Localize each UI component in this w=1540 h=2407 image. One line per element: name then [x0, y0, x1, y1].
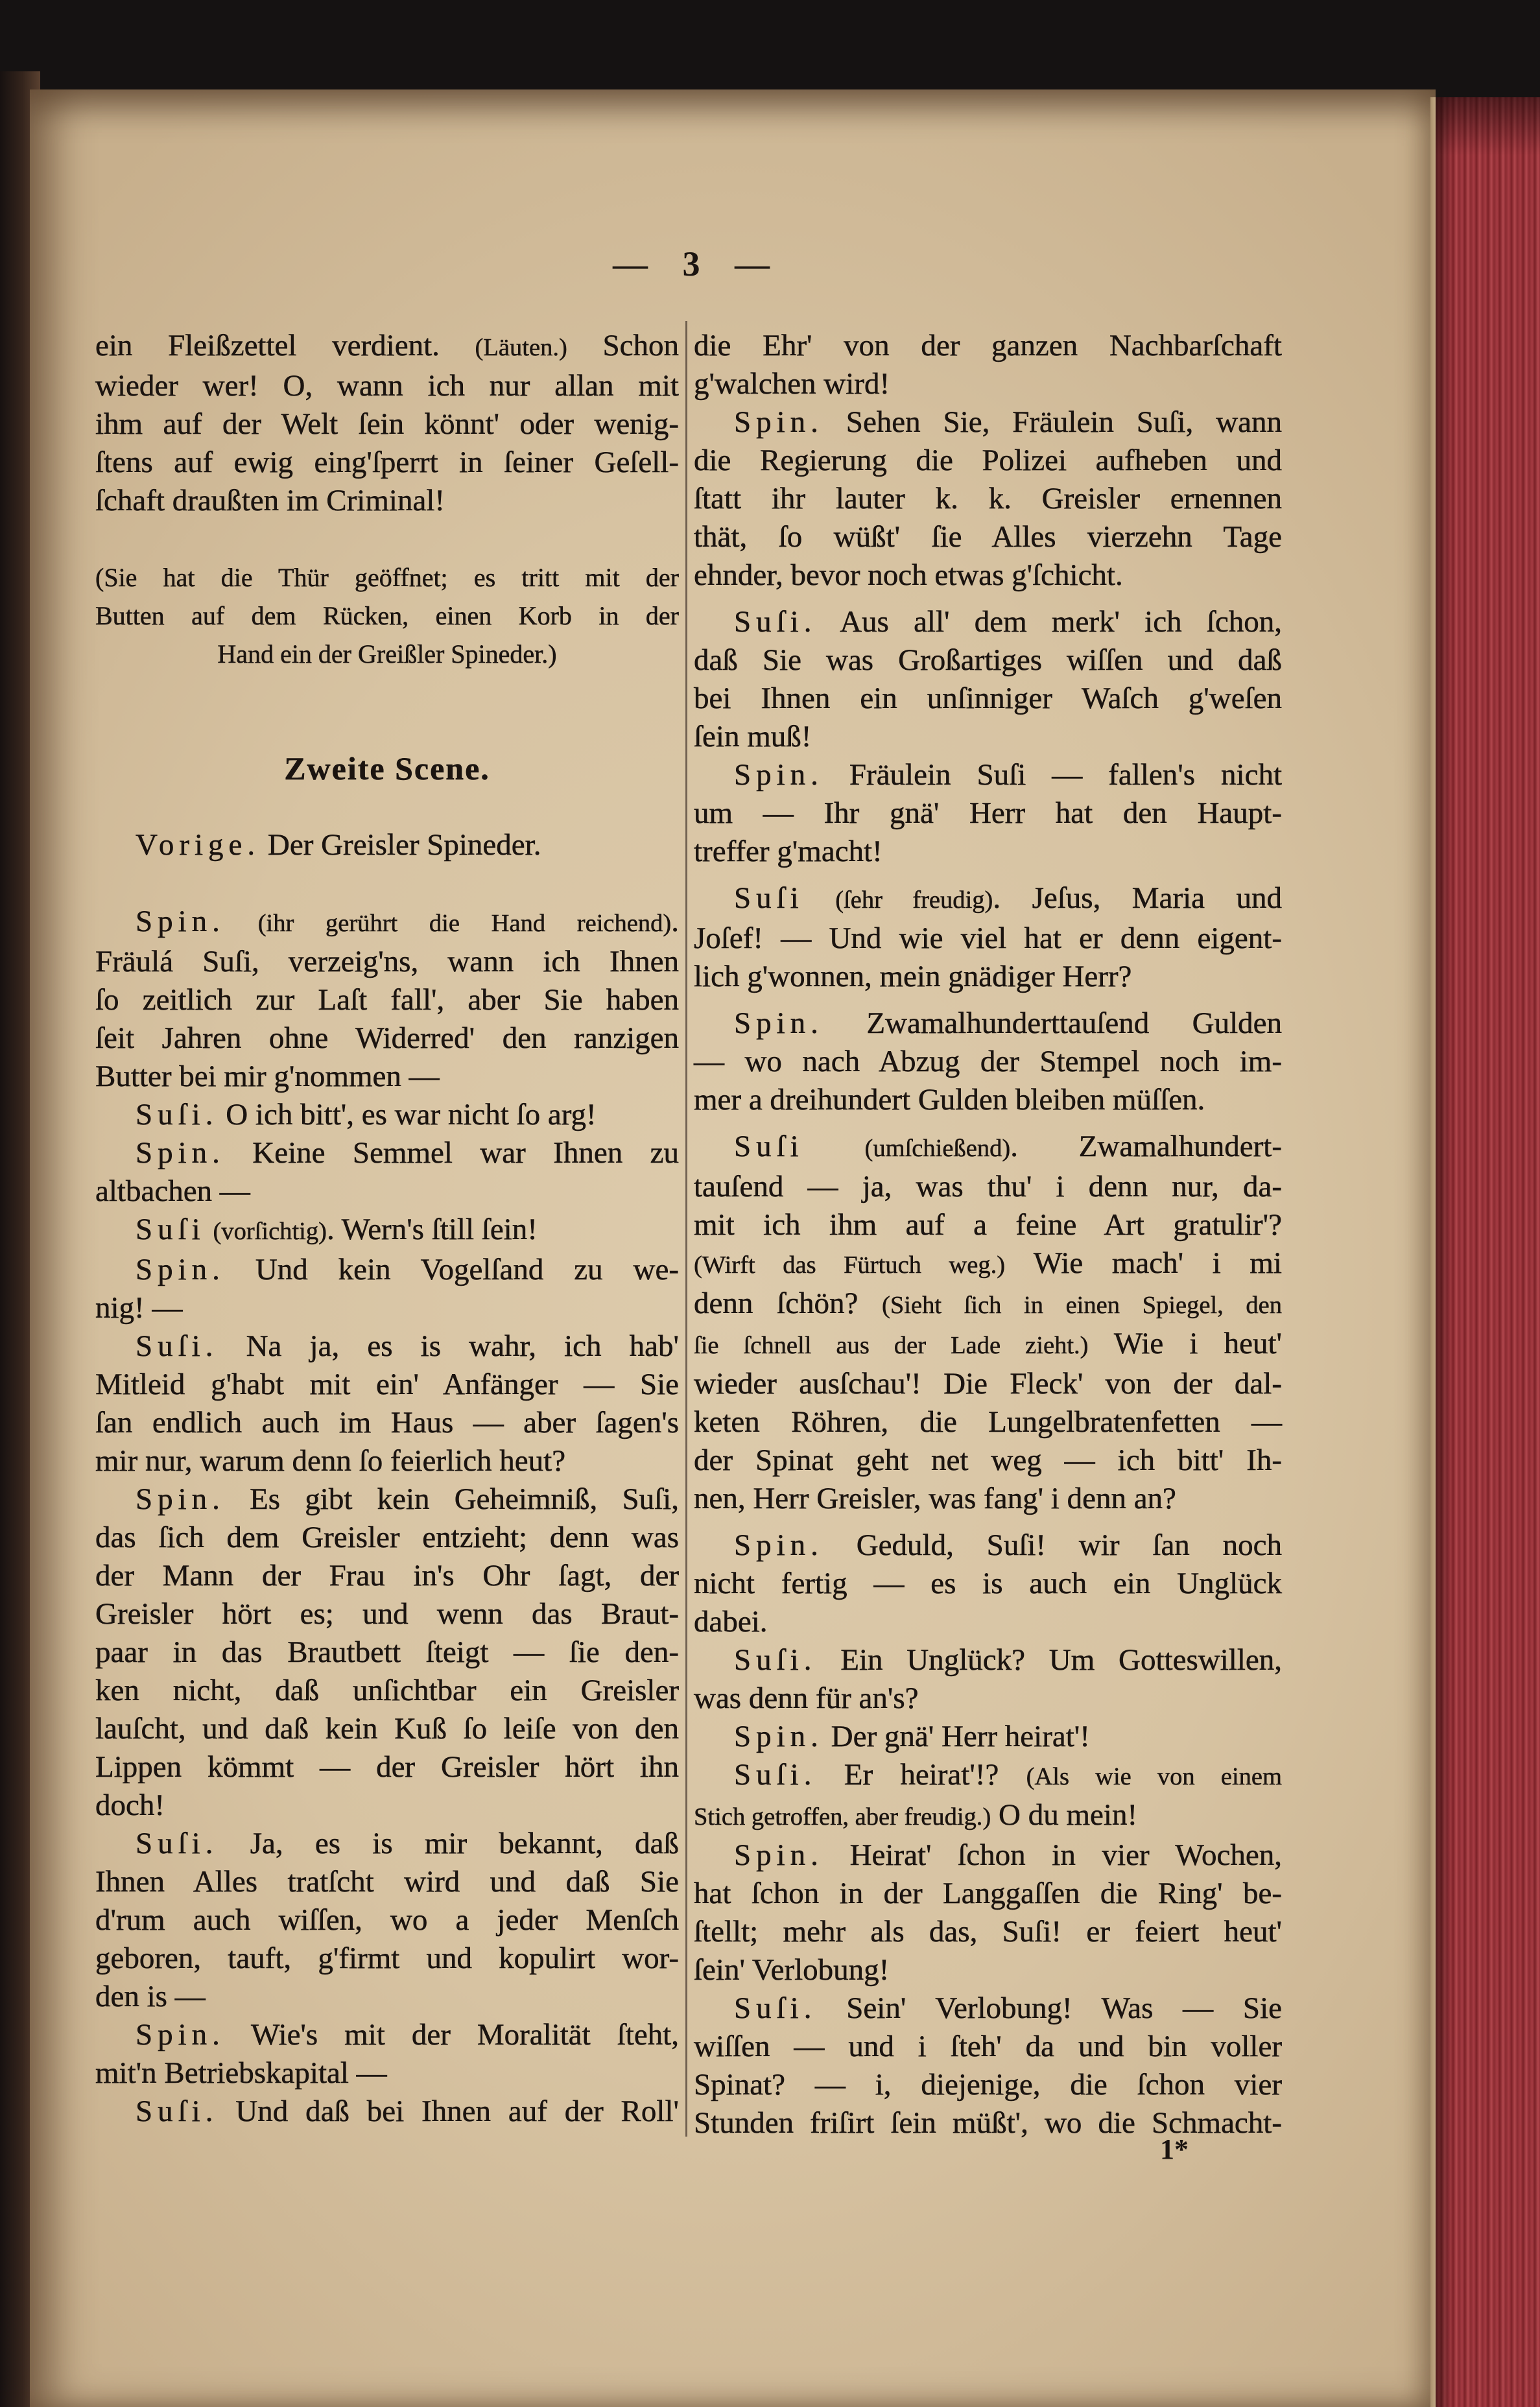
speaker-name: Suſi.	[136, 1329, 219, 1363]
text-line	[95, 1557, 679, 1595]
text-line	[95, 1480, 679, 1519]
line-text: mit ich ihm auf a feine Art gratulir'?	[694, 1208, 1282, 1242]
speaker-name: Suſi.	[136, 1827, 219, 1860]
text-line	[95, 558, 679, 597]
line-text: Mitleid g'habt mit ein' Anfänger — Sie	[95, 1368, 679, 1401]
text-line	[95, 1939, 679, 1978]
text-line	[694, 1168, 1282, 1206]
text-line	[95, 1595, 679, 1633]
line-text: ken nicht, daß unſichtbar ein Greisler	[95, 1674, 679, 1707]
text-line	[95, 1404, 679, 1442]
line-text: bei Ihnen ein unſinniger Waſch g'weſen	[694, 682, 1282, 715]
text-line	[95, 327, 679, 367]
line-text: Ihnen Alles tratſcht wird und daß Sie	[95, 1865, 679, 1899]
speaker-name: Suſi	[734, 1130, 804, 1163]
line-text: ſo zeitlich zur Laſt fall', aber Sie haben	[95, 983, 679, 1017]
text-line	[95, 1633, 679, 1672]
text-line	[694, 1244, 1282, 1285]
stage-direction: (vorſichtig)	[213, 1218, 327, 1245]
line-text: ſtens auf ewig eing'ſperrt in ſeiner Geſell-	[95, 445, 679, 479]
text-line	[95, 1978, 679, 2016]
text-line	[95, 1211, 679, 1251]
text-line	[694, 442, 1282, 480]
line-text: ſtatt ihr lauter k. k. Greisler ernennen	[694, 482, 1282, 516]
text-line	[694, 1441, 1282, 1480]
line-text: Butten auf dem Rücken, einen Korb in der	[95, 601, 679, 630]
line-text: mit'n Betriebskapital —	[95, 2056, 387, 2090]
line-text: paar in das Brautbett ſteigt — ſie den-	[95, 1635, 679, 1669]
speech-paragraph	[694, 1756, 1282, 1836]
line-text: Und kein Vogelſand zu we-	[224, 1253, 679, 1286]
text-line	[694, 403, 1282, 442]
text-line	[95, 1825, 679, 1863]
line-text: die Ehr' von der ganzen Nachbarſchaft	[694, 329, 1282, 362]
line-text: ſein muß!	[694, 720, 812, 753]
line-text: Der Greisler Spineder.	[260, 828, 541, 862]
text-line	[694, 680, 1282, 718]
line-text	[804, 1130, 865, 1163]
line-text: tauſend — ja, was thu' i denn nur, da-	[694, 1170, 1282, 1204]
line-text: dabei.	[694, 1605, 768, 1639]
line-text: Na ja, es is wahr, ich hab'	[218, 1329, 679, 1363]
text-line	[95, 1366, 679, 1404]
text-line	[694, 518, 1282, 556]
line-text: .	[671, 905, 679, 938]
line-text: O ich bitt', es war nicht ſo arg!	[218, 1098, 597, 1132]
text-line	[694, 833, 1282, 871]
text-line	[95, 903, 679, 943]
text-line	[694, 556, 1282, 595]
line-text: Sehen Sie, Fräulein Suſi, wann	[823, 405, 1282, 439]
text-line	[95, 1710, 679, 1748]
line-text: mir nur, warum denn ſo feierlich heut?	[95, 1444, 566, 1478]
line-text: Lippen kömmt — der Greisler hört ihn	[95, 1750, 679, 1784]
line-text: Hand ein der Greißler Spineder.)	[217, 639, 557, 669]
text-line	[694, 1875, 1282, 1913]
line-text: ſeit Jahren ohne Widerred' den ranzigen	[95, 1021, 679, 1055]
line-text: geboren, tauft, g'firmt und kopulirt wor-	[95, 1941, 679, 1975]
line-text: doch!	[95, 1788, 165, 1822]
line-text: Aus all' dem merk' ich ſchon,	[816, 605, 1282, 639]
text-line	[95, 1134, 679, 1172]
line-text: wiſſen — und i ſteh' da und bin voller	[694, 2030, 1282, 2063]
line-text: Spinat? — i, diejenige, die ſchon vier	[694, 2068, 1282, 2102]
page-number: — 3 —	[613, 244, 770, 283]
line-text: lich g'wonnen, mein gnädiger Herr?	[694, 960, 1132, 993]
text-line	[694, 1526, 1282, 1565]
text-line	[694, 1756, 1282, 1796]
line-text: . Zwamalhundert-	[1010, 1130, 1282, 1163]
text-line	[95, 1019, 679, 1058]
speaker-name: Suſi.	[136, 2094, 219, 2128]
text-line	[95, 1327, 679, 1366]
text-line	[694, 1951, 1282, 1989]
text-line	[694, 2028, 1282, 2066]
line-text: Es gibt kein Geheimniß, Suſi,	[224, 1482, 679, 1516]
line-text: hat ſchon in der Langgaſſen die Ring' be-	[694, 1877, 1282, 1910]
stage-direction-block	[95, 558, 679, 673]
text-line	[694, 1004, 1282, 1043]
line-text: thät, ſo wüßt' ſie Alles vierzehn Tage	[694, 520, 1282, 554]
text-line	[95, 367, 679, 405]
line-text	[206, 1213, 213, 1246]
speaker-name: Spin.	[136, 1136, 225, 1170]
line-text: ein Fleißzettel verdient.	[95, 329, 475, 362]
text-line	[95, 1058, 679, 1096]
text-line	[95, 1901, 679, 1939]
speech-paragraph	[95, 1096, 679, 1134]
line-text: Wie mach' i mi	[1005, 1246, 1282, 1280]
text-line	[95, 2016, 679, 2054]
line-text: Keine Semmel war Ihnen zu	[224, 1136, 679, 1170]
speaker-name: Spin.	[734, 1528, 823, 1562]
column-divider	[685, 321, 687, 2137]
stage-direction: (umſchießend)	[864, 1135, 1011, 1162]
cast-list	[95, 826, 679, 864]
line-text: Greisler hört es; und wenn das Braut-	[95, 1597, 679, 1631]
line-text: — wo nach Abzug der Stempel noch im-	[694, 1045, 1282, 1078]
text-line	[694, 1365, 1282, 1403]
speaker-name: Spin.	[734, 1838, 823, 1872]
text-line	[95, 1748, 679, 1786]
line-text: keten Röhren, die Lungelbratenfetten —	[694, 1405, 1282, 1439]
speech-paragraph	[694, 603, 1282, 756]
line-text: ſchaft draußten im Criminal!	[95, 484, 445, 517]
speech-paragraph	[95, 1825, 679, 2016]
text-line	[95, 597, 679, 635]
text-line	[95, 1672, 679, 1710]
speech-paragraph	[694, 1989, 1282, 2142]
scene-heading: Zweite Scene.	[284, 750, 490, 787]
speech-paragraph	[95, 1134, 679, 1211]
speech-paragraph	[694, 1004, 1282, 1119]
speaker-name: Suſi.	[136, 1098, 219, 1132]
speaker-name: Spin.	[136, 1253, 225, 1286]
speech-paragraph	[694, 403, 1282, 595]
line-text: denn ſchön?	[694, 1286, 883, 1320]
line-text: mer a dreihundert Gulden bleiben müſſen.	[694, 1083, 1205, 1117]
text-line	[694, 1989, 1282, 2028]
line-text: nen, Herr Greisler, was fang' i denn an?	[694, 1482, 1176, 1515]
text-line	[694, 1565, 1282, 1603]
line-text: (Sie hat die Thür geöffnet; es tritt mit der	[95, 563, 679, 592]
speaker-name: Suſi.	[734, 605, 817, 639]
text-line	[694, 919, 1282, 958]
text-line	[694, 365, 1282, 403]
speaker-name: Suſi	[136, 1213, 206, 1246]
line-text: lauſcht, und daß kein Kuß ſo leiſe von den	[95, 1712, 679, 1746]
line-text: die Regierung die Polizei aufheben und	[694, 444, 1282, 477]
text-line	[694, 1603, 1282, 1641]
line-text: der Mann der Frau in's Ohr ſagt, der	[95, 1559, 679, 1593]
text-line	[95, 943, 679, 981]
line-text: treffer g'macht!	[694, 835, 883, 868]
line-text: ſan endlich auch im Haus — aber ſagen's	[95, 1406, 679, 1440]
text-line	[95, 635, 679, 673]
line-text: den is —	[95, 1980, 206, 2013]
continued-paragraph	[95, 327, 679, 520]
text-line	[694, 1836, 1282, 1875]
stage-direction: (Sieht ſich in einen Spiegel, den	[882, 1292, 1283, 1319]
text-line	[694, 1081, 1282, 1119]
line-text: um — Ihr gnä' Herr hat den Haupt-	[694, 796, 1282, 830]
text-line	[694, 1718, 1282, 1756]
speech-paragraph	[694, 1836, 1282, 1989]
line-text: Fräulá Suſi, verzeig'ns, wann ich Ihnen	[95, 945, 679, 978]
text-line	[694, 1128, 1282, 1168]
line-text: Der gnä' Herr heirat'!	[823, 1720, 1090, 1753]
line-text: Ja, es is mir bekannt, daß	[218, 1827, 679, 1860]
text-line	[694, 718, 1282, 756]
text-line	[95, 2093, 679, 2131]
speaker-name: Suſi	[734, 881, 804, 915]
red-book-edge	[1436, 97, 1540, 2407]
line-text: Joſef! — Und wie viel hat er denn eigent-	[694, 921, 1282, 955]
text-line	[694, 1679, 1282, 1718]
text-line	[694, 1206, 1282, 1244]
line-text: altbachen —	[95, 1174, 250, 1208]
stage-direction: ſie ſchnell aus der Lade zieht.)	[694, 1332, 1089, 1359]
text-line	[95, 1786, 679, 1825]
line-text: . Wern's ſtill ſein!	[326, 1213, 538, 1246]
line-text: Heirat' ſchon in vier Wochen,	[823, 1838, 1282, 1872]
speech-paragraph	[95, 1480, 679, 1825]
speaker-name: Spin.	[734, 405, 823, 439]
speech-paragraph	[95, 1211, 679, 1251]
speech-paragraph	[694, 1526, 1282, 1641]
line-text: d'rum auch wiſſen, wo a jeder Menſch	[95, 1903, 679, 1937]
line-text: wieder wer! O, wann ich nur allan mit	[95, 369, 679, 403]
text-line	[694, 641, 1282, 680]
speech-paragraph	[694, 1128, 1282, 1518]
text-line	[694, 1796, 1282, 1836]
line-text: der Spinat geht net weg — ich bitt' Ih-	[694, 1443, 1282, 1477]
text-line	[694, 879, 1282, 919]
line-text: Wie i heut'	[1088, 1327, 1282, 1360]
stage-direction: (ihr gerührt die Hand reichend)	[257, 910, 672, 937]
speaker-name: Spin.	[136, 905, 225, 938]
signature-mark: 1*	[1160, 2133, 1189, 2165]
speech-paragraph	[95, 1251, 679, 1327]
speaker-name: Spin.	[136, 1482, 225, 1516]
line-text	[225, 905, 258, 938]
line-text: Butter bei mir g'nommen —	[95, 1060, 440, 1093]
speech-paragraph	[694, 756, 1282, 871]
line-text: Sein' Verlobung! Was — Sie	[816, 1991, 1282, 2025]
line-text: Und daß bei Ihnen auf der Roll'	[218, 2094, 679, 2128]
line-text: Er heirat'!?	[816, 1758, 1026, 1792]
line-text: ehnder, bevor noch etwas g'ſchicht.	[694, 558, 1123, 592]
stage-direction: Stich getroffen, aber freudig.)	[694, 1803, 991, 1831]
speaker-name: Spin.	[136, 2018, 225, 2052]
text-line	[694, 1043, 1282, 1081]
line-text	[804, 881, 835, 915]
text-line	[95, 1863, 679, 1901]
speaker-name: Spin.	[734, 1720, 823, 1753]
speaker-name: Spin.	[734, 758, 823, 792]
line-text: was denn für an's?	[694, 1681, 919, 1715]
text-line	[95, 981, 679, 1019]
text-line	[694, 794, 1282, 833]
text-line	[95, 405, 679, 444]
stage-direction: (Läuten.)	[475, 334, 567, 361]
text-line	[694, 327, 1282, 365]
text-line	[694, 2066, 1282, 2104]
stage-direction: (Als wie von einem	[1026, 1763, 1282, 1790]
text-line	[694, 1285, 1282, 1325]
text-line	[95, 1442, 679, 1480]
text-line	[694, 480, 1282, 518]
line-text: ſtellt; mehr als das, Suſi! er feiert heut'	[694, 1915, 1282, 1949]
text-line	[694, 1480, 1282, 1518]
line-text: Ein Unglück? Um Gotteswillen,	[816, 1643, 1282, 1677]
line-text: das ſich dem Greisler entzieht; denn was	[95, 1521, 679, 1554]
text-line	[694, 1403, 1282, 1441]
speaker-name: Spin.	[734, 1006, 823, 1040]
text-line	[95, 2054, 679, 2093]
speaker-name: Suſi.	[734, 1643, 817, 1677]
line-text: nig! —	[95, 1291, 183, 1325]
text-line	[95, 1519, 679, 1557]
text-line	[95, 482, 679, 520]
continued-paragraph	[694, 327, 1282, 403]
line-text: Fräulein Suſi — fallen's nicht	[823, 758, 1282, 792]
stage-direction: (ſehr freudig)	[835, 886, 993, 914]
text-line	[136, 826, 679, 864]
line-text: Wie's mit der Moralität ſteht,	[224, 2018, 679, 2052]
line-text: O du mein!	[991, 1798, 1138, 1832]
speech-paragraph	[95, 2093, 679, 2131]
line-text: nicht fertig — es is auch ein Unglück	[694, 1567, 1282, 1600]
text-line	[95, 1289, 679, 1327]
line-text: Stunden friſirt ſein müßt', wo die Schmacht-	[694, 2106, 1282, 2140]
text-line	[694, 1325, 1282, 1365]
line-text: g'walchen wird!	[694, 367, 890, 401]
text-column-right	[694, 327, 1282, 2142]
text-line	[694, 958, 1282, 996]
line-text: Zwamalhunderttauſend Gulden	[823, 1006, 1282, 1040]
stage-direction: (Wirft das Fürtuch weg.)	[694, 1251, 1006, 1279]
text-line	[95, 444, 679, 482]
text-line	[694, 603, 1282, 641]
speech-paragraph	[694, 1718, 1282, 1756]
speech-paragraph	[694, 1641, 1282, 1718]
line-text: . Jeſus, Maria und	[993, 881, 1282, 915]
line-text: ihm auf der Welt ſein könnt' oder wenig-	[95, 407, 679, 441]
speech-paragraph	[95, 903, 679, 1096]
text-line	[95, 1096, 679, 1134]
speaker-name: Suſi.	[734, 1758, 817, 1792]
text-line	[694, 1641, 1282, 1679]
speech-paragraph	[95, 1327, 679, 1480]
text-line	[694, 756, 1282, 794]
text-line	[95, 1251, 679, 1289]
line-text: Schon	[567, 329, 679, 362]
text-line	[694, 1913, 1282, 1951]
line-text: daß Sie was Großartiges wiſſen und daß	[694, 643, 1282, 677]
line-text: Geduld, Suſi! wir ſan noch	[823, 1528, 1282, 1562]
speech-paragraph	[694, 879, 1282, 996]
line-text: ſein' Verlobung!	[694, 1953, 890, 1987]
text-line	[95, 1172, 679, 1211]
line-text: wieder ausſchau'! Die Fleck' von der dal-	[694, 1367, 1282, 1401]
speech-paragraph	[95, 2016, 679, 2093]
speaker-name: Vorige.	[136, 828, 261, 862]
speaker-name: Suſi.	[734, 1991, 817, 2025]
text-column-left	[95, 327, 679, 2131]
